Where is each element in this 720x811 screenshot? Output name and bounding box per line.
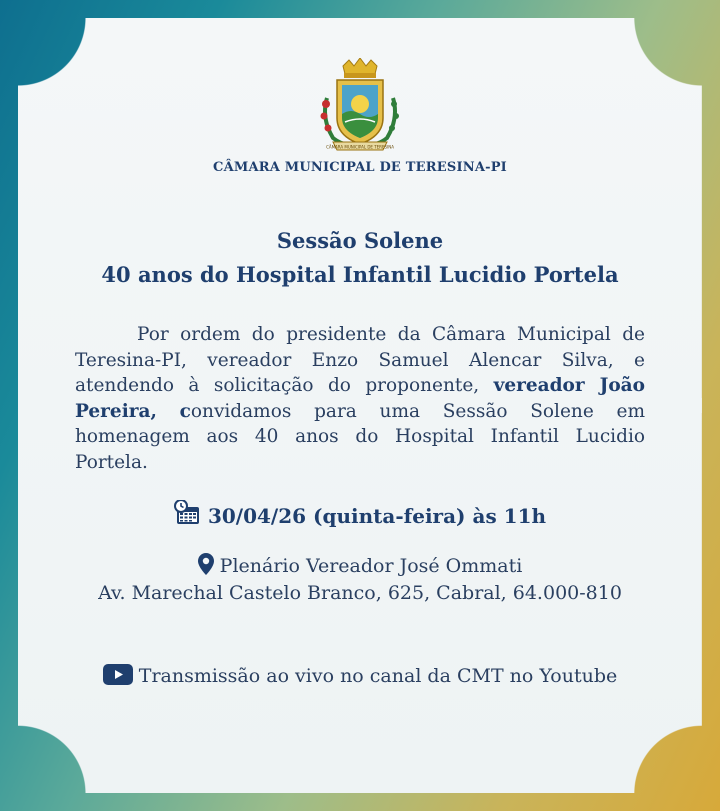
proponent-name: vereador João Pereira, — [75, 375, 645, 422]
organization-name: CÂMARA MUNICIPAL DE TERESINA-PI — [213, 160, 507, 175]
invitation-bold-c: c — [179, 400, 191, 422]
datetime-text: 30/04/26 (quinta-feira) às 11h — [207, 504, 547, 528]
invitation-text — [75, 322, 645, 475]
invitation-part2: onvidamos para uma Sessão Solene em homenagem aos 40 anos do Hospital Infantil Lucidio Portela. — [75, 400, 645, 473]
map-pin-icon — [198, 553, 214, 575]
broadcast-text: Transmissão ao vivo no canal da CMT no Youtube — [138, 665, 618, 687]
svg-text:CÂMARA MUNICIPAL DE TERESINA: CÂMARA MUNICIPAL DE TERESINA — [326, 144, 394, 150]
event-subtitle: 40 anos do Hospital Infantil Lucidio Portela — [101, 262, 619, 287]
youtube-icon — [103, 664, 133, 685]
municipal-seal-logo — [313, 58, 407, 156]
broadcast-info — [0, 664, 720, 687]
invitation-part1: Por ordem do presidente da Câmara Municipal de Teresina-PI, vereador Enzo Samuel Alencar Silva, e atendendo à solicitação do proponente, — [75, 324, 645, 396]
venue-line — [0, 553, 720, 580]
event-location — [0, 553, 720, 607]
event-datetime — [0, 500, 720, 528]
venue-name: Plenário Vereador José Ommati — [219, 555, 523, 577]
event-title: Sessão Solene — [276, 228, 444, 253]
calendar-clock-icon — [174, 500, 202, 526]
address-line: Av. Marechal Castelo Branco, 625, Cabral, 64.000-810 — [98, 582, 622, 604]
